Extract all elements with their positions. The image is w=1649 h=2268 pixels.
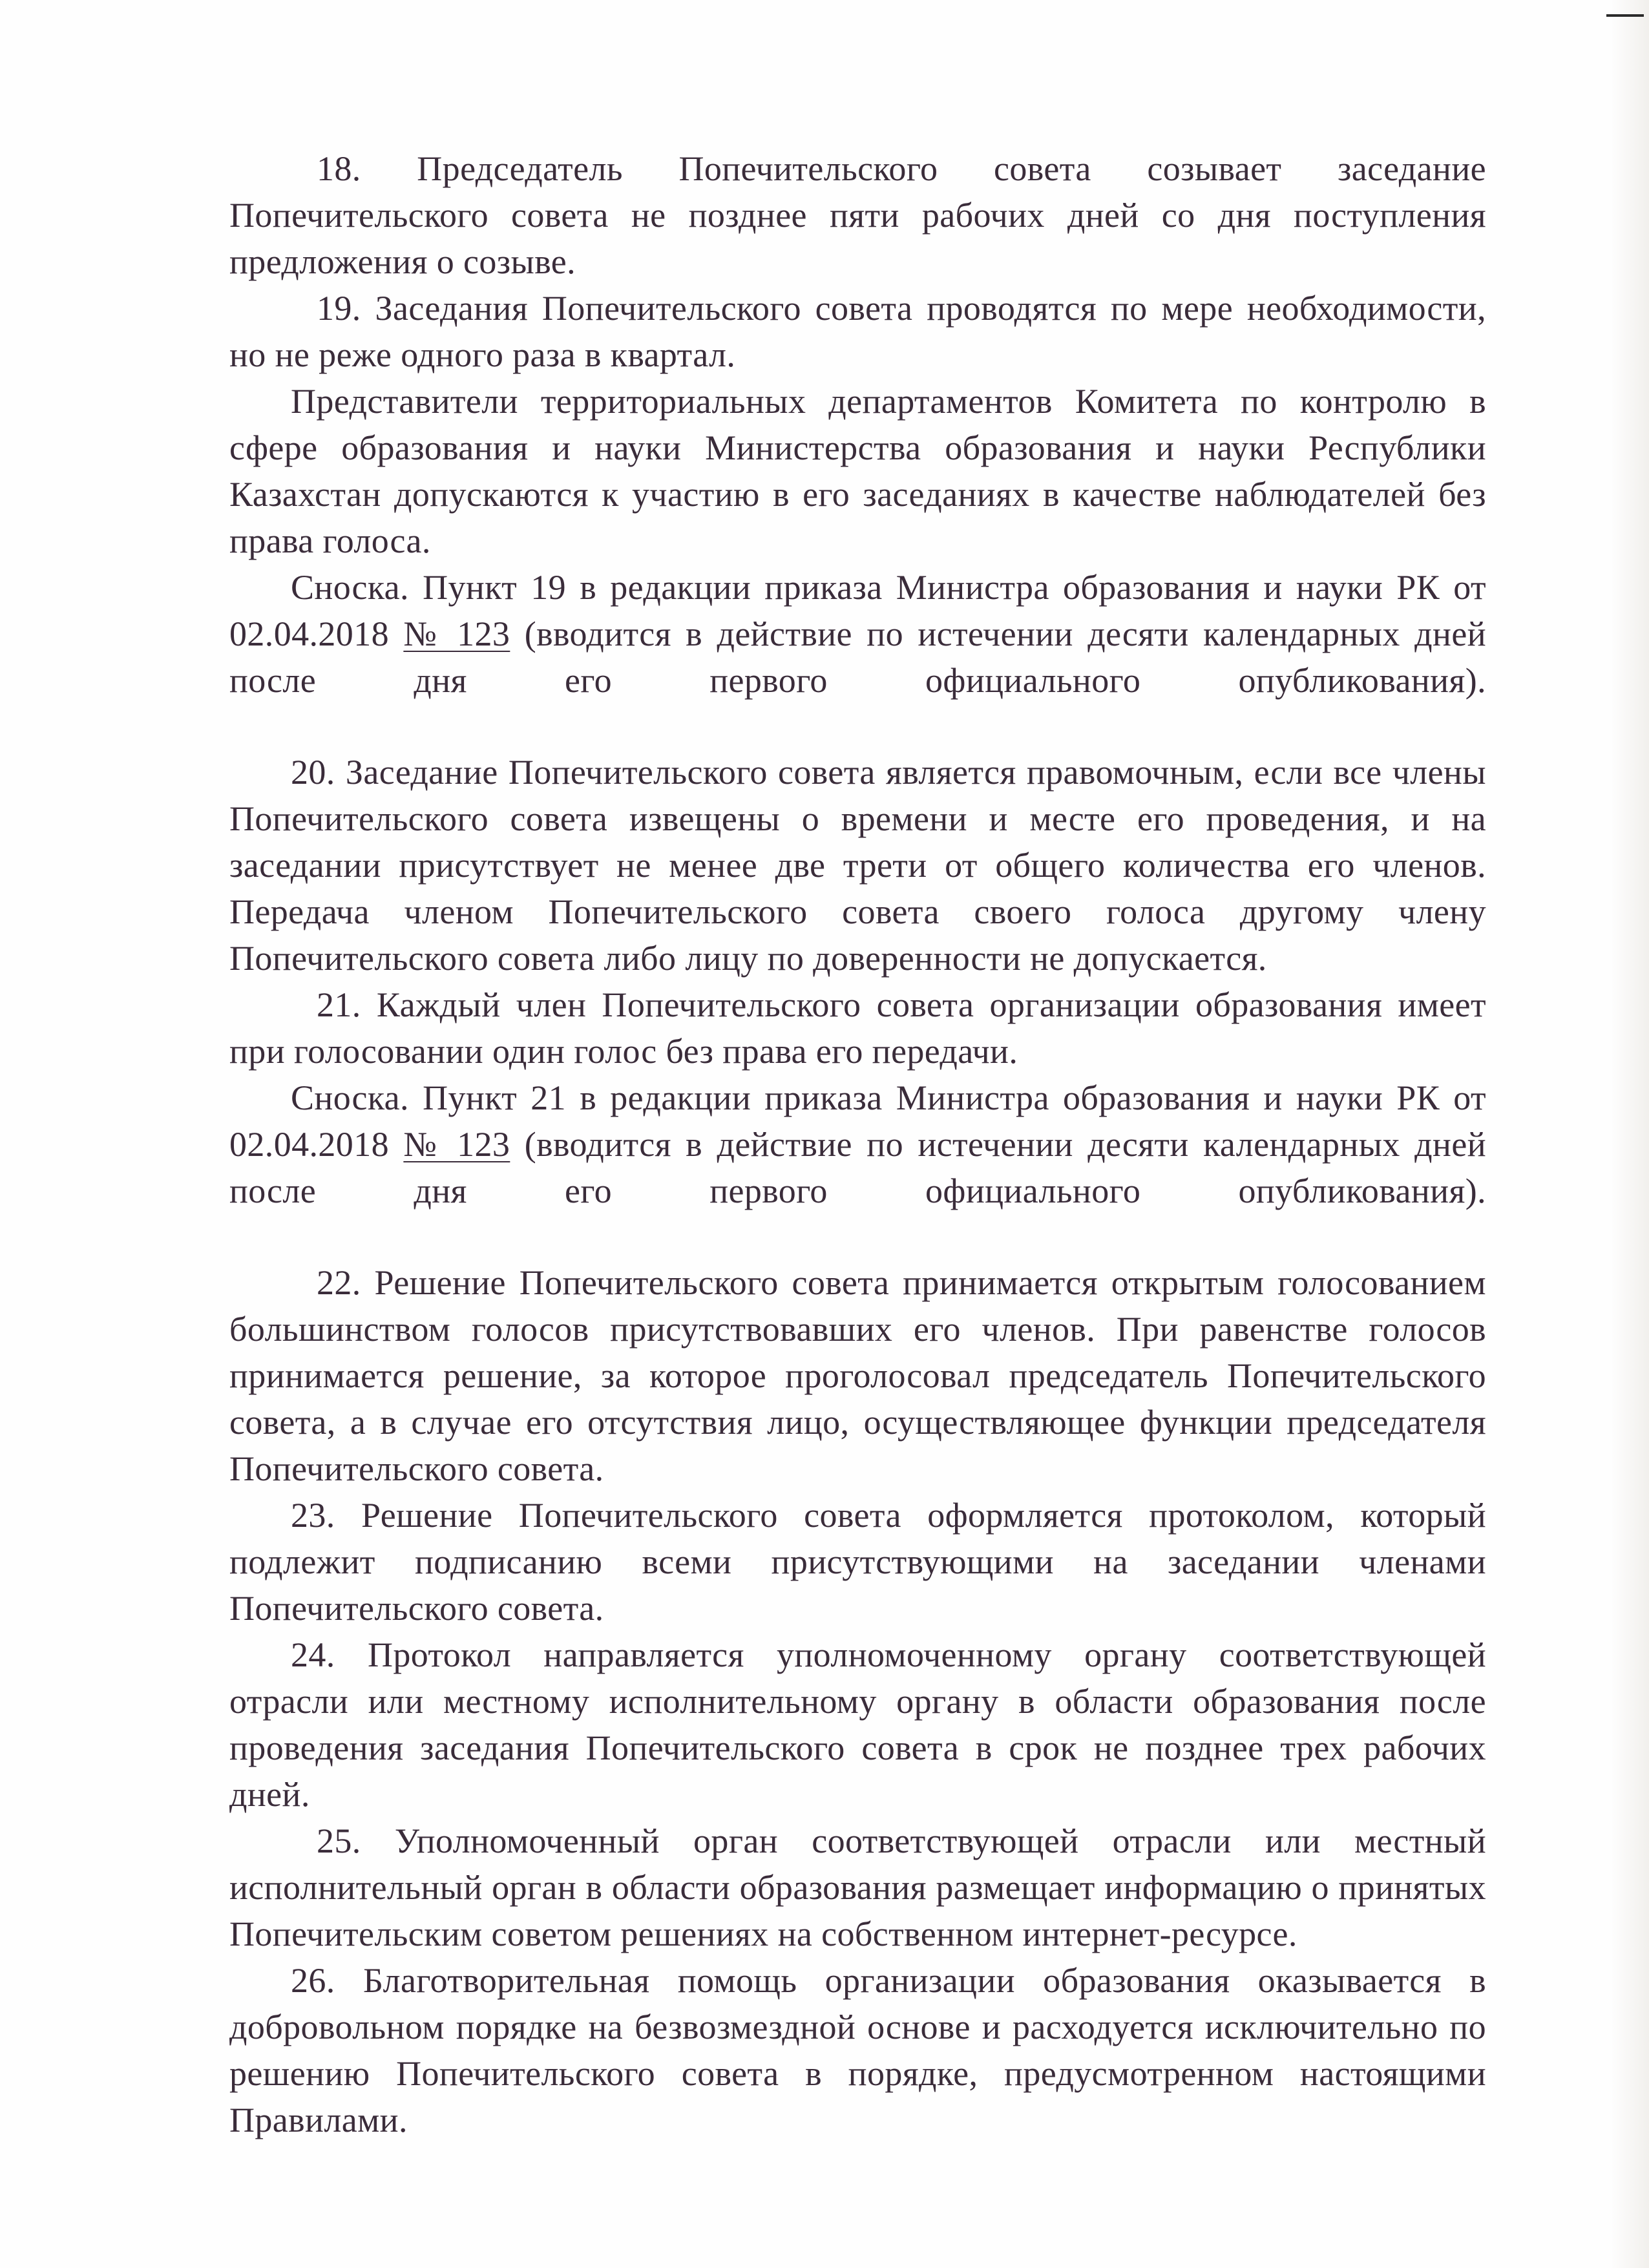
- corner-mark: [1606, 14, 1644, 17]
- paragraph-21: 21. Каждый член Попечительского совета организации образования имеет при голосовании один голос без права его передачи.: [229, 985, 1486, 1071]
- paragraph-26: 26. Благотворительная помощь организации образования оказывается в добровольном порядке на безвозмездной основе и расходуется исключительно по решению Попечительского совета в порядке, предусмотренном настоящими Правилами.: [229, 1961, 1486, 2139]
- footnote-text-end: (вводится в действие по истечении десяти календарных дней после дня его первого официального опубликования).: [229, 614, 1486, 700]
- document-body: [229, 145, 1486, 2143]
- paragraph-18: 18. Председатель Попечительского совета созывает заседание Попечительского совета не позднее пяти рабочих дней со дня поступления предложения о созыве.: [229, 149, 1486, 281]
- paragraph-19-representatives: Представители территориальных департаментов Комитета по контролю в сфере образования и науки Министерства образования и науки Республики Казахстан допускаются к участию в его заседаниях в качестве наблюдателей без права голоса.: [229, 382, 1486, 560]
- page-edge-shadow: [1610, 0, 1649, 2268]
- paragraph-22: 22. Решение Попечительского совета принимается открытым голосованием большинством голосов присутствовавших его членов. При равенстве голосов принимается решение, за которое проголосовал председатель Попечительского совета, а в случае его отсутствия лицо, осуществляющее функции председателя Попечительского совета.: [229, 1263, 1486, 1488]
- footnote-paragraph-19: [229, 564, 1486, 704]
- paragraph-19: 19. Заседания Попечительского совета проводятся по мере необходимости, но не реже одного раза в квартал.: [229, 289, 1486, 374]
- footnote-text-end: (вводится в действие по истечении десяти календарных дней после дня его первого официального опубликования).: [229, 1125, 1486, 1210]
- paragraph-24: 24. Протокол направляется уполномоченному органу соответствующей отрасли или местному исполнительному органу в области образования после проведения заседания Попечительского совета в срок не позднее трех рабочих дней.: [229, 1635, 1486, 1814]
- paragraph-20: 20. Заседание Попечительского совета является правомочным, если все члены Попечительского совета извещены о времени и месте его проведения, и на заседании присутствует не менее две трети от общего количества его членов. Передача членом Попечительского совета своего голоса другому члену Попечительского совета либо лицу по доверенности не допускается.: [229, 753, 1486, 978]
- order-link[interactable]: № 123: [403, 614, 510, 653]
- footnote-text: Сноска. Пункт 19 в редакции приказа Министра образования и науки РК от 02.04.2018: [229, 568, 1486, 653]
- footnote-paragraph-21: [229, 1075, 1486, 1214]
- footnote-text: Сноска. Пункт 21 в редакции приказа Министра образования и науки РК от 02.04.2018: [229, 1078, 1486, 1164]
- paragraph-23: 23. Решение Попечительского совета оформляется протоколом, который подлежит подписанию всеми присутствующими на заседании членами Попечительского совета.: [229, 1496, 1486, 1628]
- order-link[interactable]: № 123: [403, 1125, 510, 1164]
- spacer: [229, 704, 1486, 749]
- spacer: [229, 1214, 1486, 1259]
- paragraph-25: 25. Уполномоченный орган соответствующей отрасли или местный исполнительный орган в области образования размещает информацию о принятых Попечительским советом решениях на собственном интернет-ресурсе.: [229, 1822, 1486, 1953]
